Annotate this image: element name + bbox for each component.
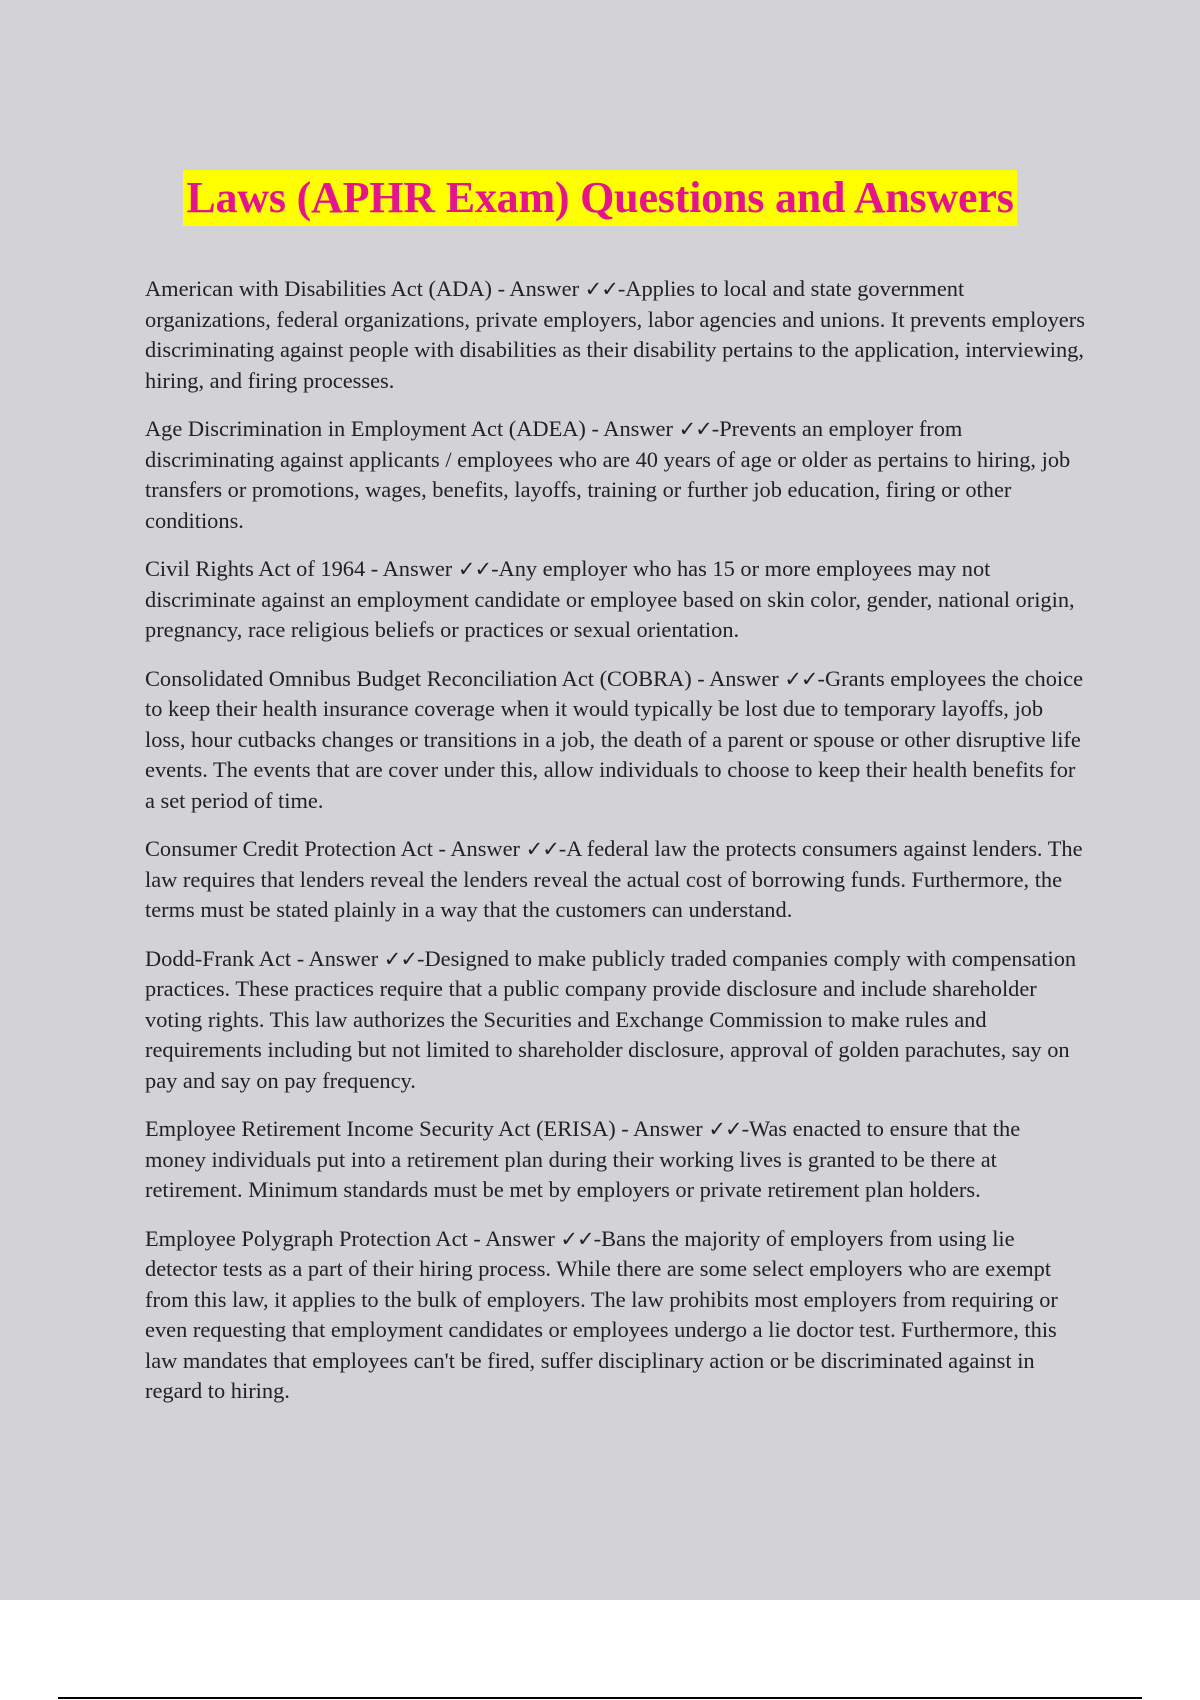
qa-item [145, 664, 1085, 817]
qa-answer: -Bans the majority of employers from using lie detector tests as a part of their hiring process. While there are some select employers who are exempt from this law, it applies to the bulk of employers. The law prohibits most employers from requiring or even requesting that employment candidates or employees undergo a lie doctor test. Furthermore, this law mandates that employees can't be fired, suffer disciplinary action or be discriminated against in regard to hiring. [145, 1225, 1058, 1403]
qa-answer: -Prevents an employer from discriminating against applicants / employees who are 40 years of age or older as pertains to hiring, job transfers or promotions, wages, benefits, layoffs, training or further job education, firing or other conditions. [145, 416, 1071, 533]
qa-answer: -Applies to local and state government organizations, federal organizations, private employers, labor agencies and unions. It prevents employers discriminating against people with disabilities as their disability pertains to the application, interviewing, hiring, and firing processes. [145, 276, 1085, 393]
qa-term: American with Disabilities Act (ADA) - Answer [145, 276, 585, 301]
qa-term: Consumer Credit Protection Act - Answer [145, 836, 526, 861]
qa-item [145, 554, 1085, 646]
check-mark-icon: ✓✓ [525, 837, 559, 861]
document-title: Laws (APHR Exam) Questions and Answers [183, 170, 1016, 226]
check-mark-icon: ✓✓ [457, 557, 492, 581]
qa-term: Employee Retirement Income Security Act (ERISA) - Answer [145, 1116, 709, 1141]
check-mark-icon: ✓✓ [708, 1117, 742, 1141]
qa-item [145, 1224, 1085, 1407]
qa-item [145, 1114, 1085, 1206]
qa-item [145, 274, 1085, 396]
qa-item [145, 944, 1085, 1097]
check-mark-icon: ✓✓ [383, 946, 417, 971]
qa-item [145, 834, 1085, 926]
qa-term: Consolidated Omnibus Budget Reconciliation Act (COBRA) - Answer [145, 665, 785, 691]
qa-answer: -A federal law the protects consumers against lenders. The law requires that lenders reveal the lenders reveal the actual cost of borrowing funds. Furthermore, the terms must be stated plainly in a way that the customers can understand. [145, 836, 1083, 922]
qa-answer: -Was enacted to ensure that the money individuals put into a retirement plan during their working lives is granted to be there at retirement. Minimum standards must be met by employers or private retirement plan holders. [145, 1116, 1021, 1202]
qa-item [145, 414, 1085, 536]
qa-term: Dodd-Frank Act - Answer [145, 945, 384, 971]
qa-term: Civil Rights Act of 1964 - Answer [145, 556, 458, 581]
qa-term: Age Discrimination in Employment Act (ADEA) - Answer [145, 416, 679, 441]
qa-answer: -Grants employees the choice to keep their health insurance coverage when it would typically be lost due to temporary layoffs, job loss, hour cutbacks changes or transitions in a job, the death of a parent or spouse or other disruptive life events. The events that are cover under this, allow individuals to choose to keep their health benefits for a set period of time. [145, 665, 1084, 813]
title-area [0, 170, 1200, 226]
check-mark-icon: ✓✓ [678, 417, 712, 441]
footer-divider [58, 1697, 1142, 1699]
check-mark-icon: ✓✓ [584, 277, 618, 301]
qa-answer: -Any employer who has 15 or more employees may not discriminate against an employment candidate or employee based on skin color, gender, national origin, pregnancy, race religious beliefs or practices or sexual orientation. [145, 556, 1075, 642]
check-mark-icon: ✓✓ [560, 1226, 594, 1251]
qa-term: Employee Polygraph Protection Act - Answer [145, 1225, 561, 1251]
check-mark-icon: ✓✓ [784, 666, 818, 691]
qa-answer: -Designed to make publicly traded companies comply with compensation practices. These practices require that a public company provide disclosure and include shareholder voting rights. This law authorizes the Securities and Exchange Commission to make rules and requirements including but not limited to shareholder disclosure, approval of golden parachutes, say on pay and say on pay frequency. [145, 945, 1077, 1093]
qa-list [145, 274, 1085, 1425]
